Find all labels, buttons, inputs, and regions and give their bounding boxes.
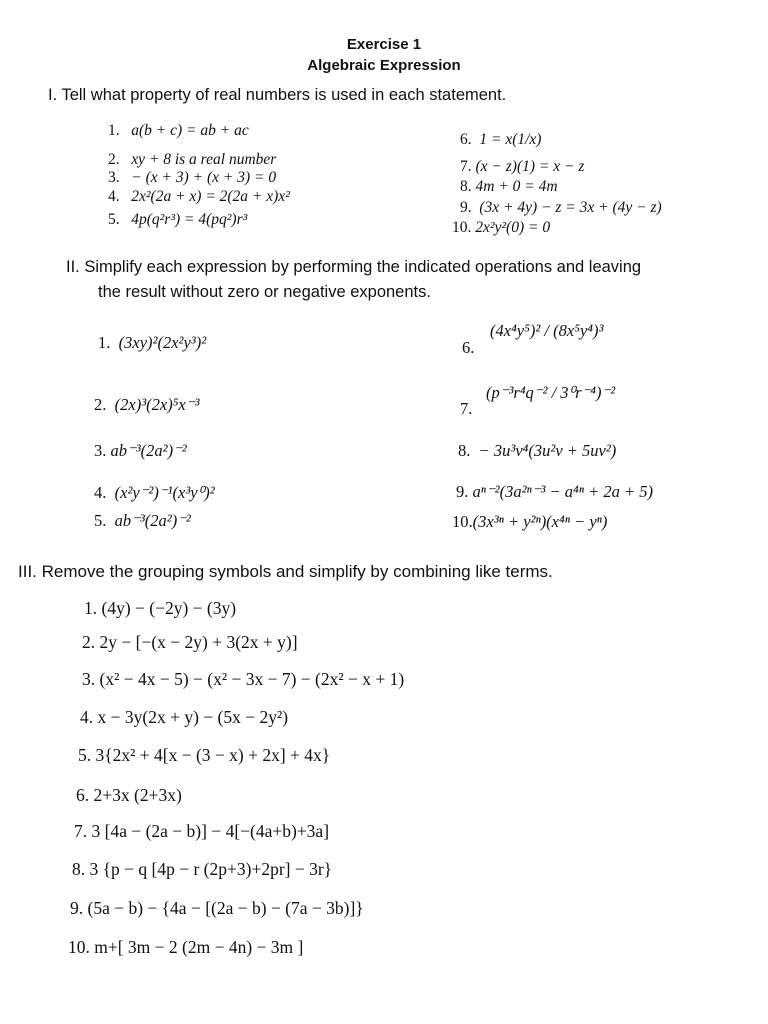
- s3-item: 3. (x² − 4x − 5) − (x² − 3x − 7) − (2x² − x + 1): [82, 669, 405, 689]
- s3-item: 4. x − 3y(2x + y) − (5x − 2y²): [80, 707, 289, 727]
- s1-item: 10. 2x²y²(0) = 0: [452, 219, 551, 236]
- s2-item: 3. ab⁻³(2a²)⁻²: [94, 441, 187, 460]
- s2-item: 10.(3x³ⁿ + y²ⁿ)(x⁴ⁿ − yⁿ): [452, 512, 608, 531]
- s1-item: 7. (x − z)(1) = x − z: [460, 158, 585, 175]
- s1-item: 9. (3x + 4y) − z = 3x + (4y − z): [460, 199, 662, 216]
- s2-item: 8. − 3u³v⁴(3u²v + 5uv²): [458, 441, 617, 460]
- s3-item: 2. 2y − [−(x − 2y) + 3(2x + y)]: [82, 632, 298, 652]
- s2-item: 4. (x²y⁻²)⁻¹(x³y⁰)²: [94, 483, 215, 502]
- s1-item: 5. 4p(q²r³) = 4(pq²)r³: [108, 211, 248, 228]
- s2-item: 7.: [460, 399, 473, 418]
- section-2-heading-line2: the result without zero or negative exponents.: [98, 283, 431, 301]
- s1-item: 8. 4m + 0 = 4m: [460, 178, 558, 195]
- s3-item: 7. 3 [4a − (2a − b)] − 4[−(4a+b)+3a]: [74, 821, 330, 841]
- s1-item: 4. 2x²(2a + x) = 2(2a + x)x²: [108, 188, 290, 205]
- s2-item: 1. (3xy)²(2x²y³)²: [98, 333, 207, 352]
- s3-item: 5. 3{2x² + 4[x − (3 − x) + 2x] + 4x}: [78, 745, 331, 765]
- s3-item: 10. m+[ 3m − 2 (2m − 4n) − 3m ]: [68, 937, 304, 957]
- s2-item-7-expression: (p⁻³r⁴q⁻² / 3⁰r⁻⁴)⁻²: [486, 383, 616, 402]
- s2-item: 2. (2x)³(2x)⁵x⁻³: [94, 395, 200, 414]
- s3-item: 9. (5a − b) − {4a − [(2a − b) − (7a − 3b)]}: [70, 898, 364, 918]
- s2-item-6-expression: (4x⁴y⁵)² / (8x⁵y⁴)³: [490, 321, 604, 340]
- section-3-heading: III. Remove the grouping symbols and simplify by combining like terms.: [18, 562, 553, 581]
- s1-item: 1. a(b + c) = ab + ac: [108, 122, 249, 139]
- exercise-title: Exercise 1: [346, 36, 422, 53]
- s1-item: 2. xy + 8 is a real number: [108, 151, 277, 168]
- section-1-heading: I. Tell what property of real numbers is used in each statement.: [48, 86, 507, 104]
- s3-item: 8. 3 {p − q [4p − r (2p+3)+2pr] − 3r}: [72, 859, 333, 879]
- s2-item: 9. aⁿ⁻²(3a²ⁿ⁻³ − a⁴ⁿ + 2a + 5): [456, 482, 653, 501]
- exercise-subtitle: Algebraic Expression: [307, 57, 461, 74]
- s3-item: 1. (4y) − (−2y) − (3y): [84, 598, 237, 618]
- s2-item: 5. ab⁻³(2a²)⁻²: [94, 511, 191, 530]
- s2-item: 6.: [462, 338, 475, 357]
- s1-item: 6. 1 = x(1/x): [460, 131, 542, 148]
- s3-item: 6. 2+3x (2+3x): [76, 785, 182, 805]
- section-2-heading: II. Simplify each expression by performing the indicated operations and leaving: [66, 258, 642, 276]
- s1-item: 3. − (x + 3) + (x + 3) = 0: [108, 169, 277, 186]
